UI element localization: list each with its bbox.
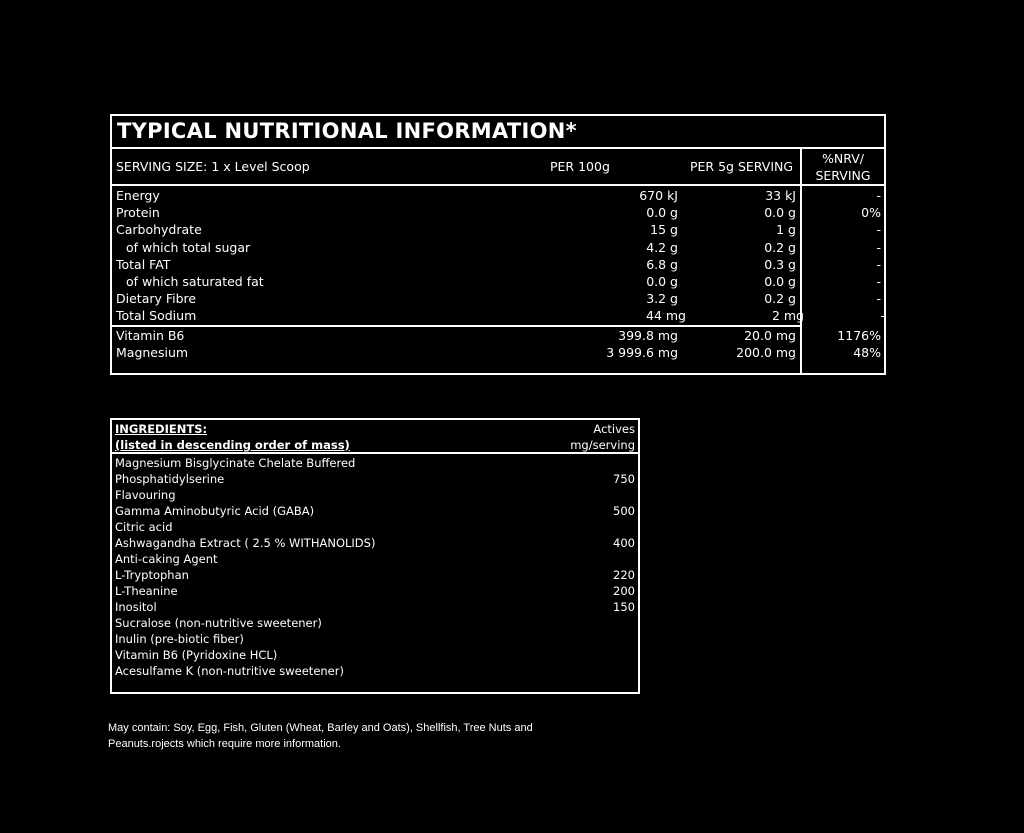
table-row: Protein 0.0 g 0.0 g 0% (116, 205, 881, 221)
serving-size-header: SERVING SIZE: 1 x Level Scoop (116, 159, 310, 174)
nrv-header-line2: SERVING (815, 168, 871, 183)
ingredients-title: INGREDIENTS: (listed in descending order of mass) (115, 422, 350, 452)
list-item: Acesulfame K (non-nutritive sweetener) (115, 664, 344, 678)
table-row: Vitamin B6 399.8 mg 20.0 mg 1176% (116, 327, 881, 343)
list-item: L-Theanine 200 (115, 584, 635, 598)
header-divider (800, 149, 802, 184)
nutrition-header-row (112, 149, 884, 186)
list-item: Ashwagandha Extract ( 2.5 % WITHANOLIDS) 400 (115, 536, 635, 550)
list-item: Vitamin B6 (Pyridoxine HCL) (115, 648, 278, 662)
ingredients-list (112, 454, 638, 679)
table-row: Total Sodium 44 mg 2 mg - (112, 307, 802, 326)
table-row: Total FAT 6.8 g 0.3 g - (116, 256, 881, 272)
list-item: Anti-caking Agent (115, 552, 218, 566)
table-row: of which total sugar 4.2 g 0.2 g - (126, 239, 881, 255)
table-row: Energy 670 kJ 33 kJ - (116, 188, 881, 203)
nrv-header (802, 150, 884, 184)
nutrition-table (110, 114, 886, 375)
per-serving-header: PER 5g SERVING (690, 159, 794, 174)
list-item: Inulin (pre-biotic fiber) (115, 632, 244, 646)
list-item: Sucralose (non-nutritive sweetener) (115, 616, 322, 630)
table-row: Magnesium 3 999.6 mg 200.0 mg 48% (116, 344, 881, 360)
list-item: Magnesium Bisglycinate Chelate Buffered (115, 456, 356, 470)
list-item: Citric acid (115, 520, 173, 534)
allergen-note: May contain: Soy, Egg, Fish, Gluten (Wheat, Barley and Oats), Shellfish, Tree Nuts and Peanuts.rojects which require more information. (108, 722, 533, 750)
nutrition-rows (112, 186, 884, 361)
actives-header: Actives mg/serving (570, 422, 635, 452)
nrv-header-line1: %NRV/ (822, 151, 864, 166)
ingredients-header (112, 420, 638, 454)
nutrition-title: TYPICAL NUTRITIONAL INFORMATION* (112, 116, 884, 149)
per-100g-header: PER 100g (550, 159, 610, 174)
ingredients-table (110, 418, 640, 694)
list-item: Phosphatidylserine 750 (115, 472, 635, 486)
list-item: L-Tryptophan 220 (115, 568, 635, 582)
list-item: Gamma Aminobutyric Acid (GABA) 500 (115, 504, 635, 518)
list-item: Inositol 150 (115, 600, 635, 614)
table-row: Dietary Fibre 3.2 g 0.2 g - (116, 291, 881, 307)
table-row: of which saturated fat 0.0 g 0.0 g - (126, 273, 881, 289)
list-item: Flavouring (115, 488, 176, 502)
table-row: Carbohydrate 15 g 1 g - (116, 222, 881, 238)
